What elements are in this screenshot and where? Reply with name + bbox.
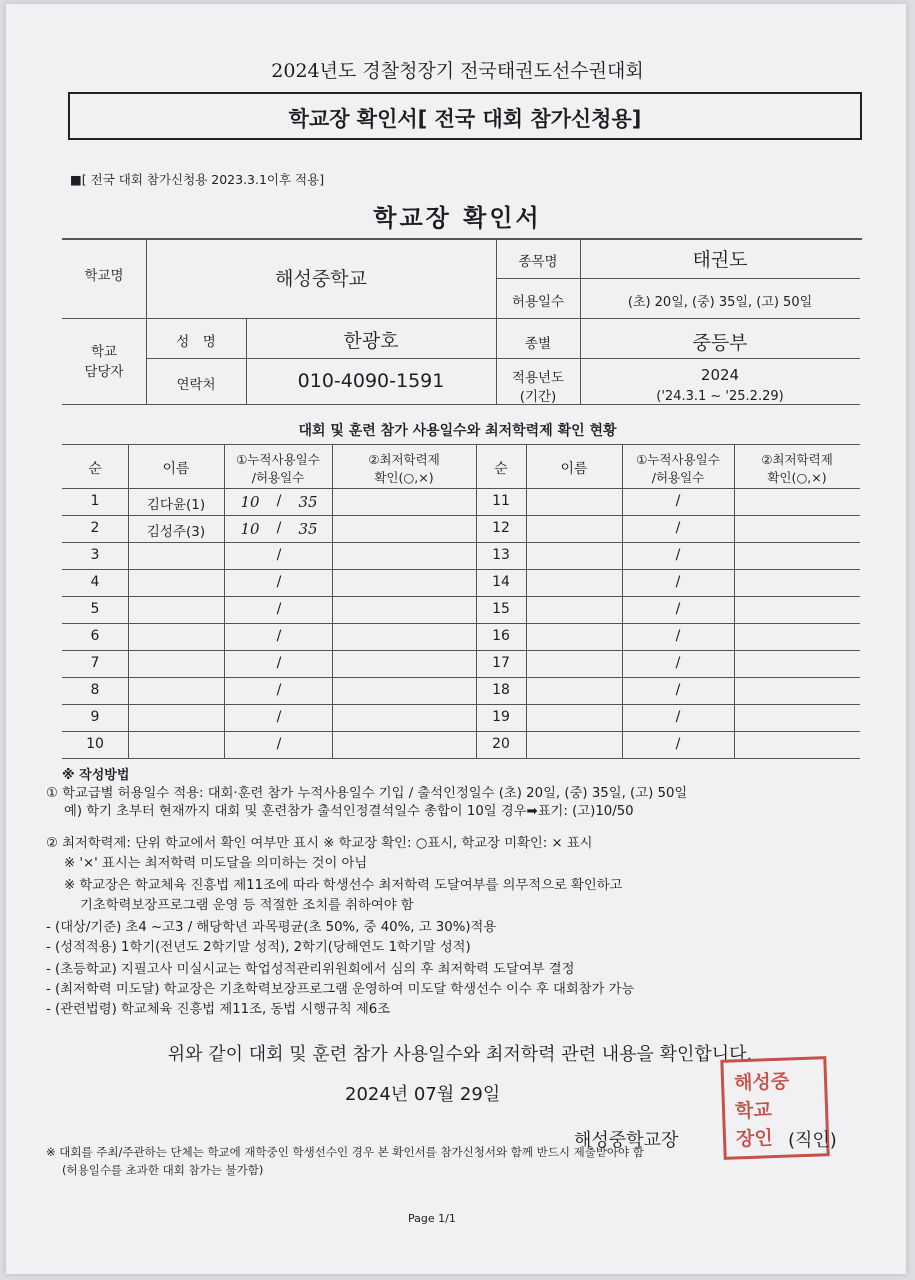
contact-value: 010-4090-1591 — [297, 370, 445, 392]
page-number: Page 1/1 — [408, 1212, 456, 1225]
col-header-name: 이름 — [162, 461, 190, 477]
name-label: 성 명 — [176, 334, 216, 350]
main-title: 학교장 확인서 — [373, 204, 542, 232]
row-separator: / — [675, 547, 681, 563]
method-line: ② 최저학력제: 단위 학교에서 확인 여부만 표시 ※ 학교장 확인: ○표시, 학교장 미확인: × 표시 — [46, 836, 593, 851]
row-number: 8 — [90, 682, 100, 698]
contact-label: 연락처 — [176, 377, 216, 393]
col-header-no: 순 — [494, 461, 508, 477]
manager-label-2: 담당자 — [84, 364, 124, 380]
usage-table-title: 대회 및 훈련 참가 사용일수와 최저학력제 확인 현황 — [298, 423, 617, 439]
confirmation-date: 2024년 07월 29일 — [345, 1084, 501, 1105]
year-value: 2024 — [700, 366, 740, 384]
school-label: 학교명 — [84, 268, 124, 284]
col-header-min-grade-sub: 확인(○,×) — [767, 470, 827, 485]
form-title-box — [68, 92, 862, 140]
col-header-min-grade: ②최저학력제 — [368, 452, 440, 467]
row-number: 13 — [492, 547, 510, 563]
row-separator: / — [675, 709, 681, 725]
col-header-name: 이름 — [560, 461, 588, 477]
allowed-days-label: 허용일수 — [511, 294, 565, 310]
col-header-min-grade-sub: 확인(○,×) — [374, 470, 434, 485]
school-value: 해성중학교 — [275, 268, 367, 290]
allowed-days-value: (초) 20일, (중) 35일, (고) 50일 — [627, 295, 813, 310]
name-value: 한광호 — [343, 330, 399, 352]
row-separator: / — [276, 520, 282, 536]
row-name: 김다윤(1) — [146, 497, 206, 513]
row-number: 2 — [90, 520, 100, 536]
row-separator: / — [675, 493, 681, 509]
seal-mark: (직인) — [788, 1130, 837, 1151]
col-header-days-sub: /허용일수 — [251, 470, 305, 485]
row-number: 9 — [90, 709, 100, 725]
row-separator: / — [276, 628, 282, 644]
row-separator: / — [276, 655, 282, 671]
year-label-2: (기간) — [519, 389, 557, 405]
row-number: 16 — [492, 628, 510, 644]
method-line: - (성적적용) 1학기(전년도 2학기말 성적), 2학기(당해연도 1학기말 성적) — [46, 940, 471, 955]
apply-note: ■[ 전국 대회 참가신청용 2023.3.1이후 적용] — [70, 172, 325, 187]
row-number: 18 — [492, 682, 510, 698]
division-value: 중등부 — [692, 332, 748, 354]
method-line: - (관련법령) 학교체육 진흥법 제11조, 동법 시행규칙 제6조 — [46, 1002, 391, 1017]
row-separator: / — [675, 682, 681, 698]
row-separator: / — [276, 736, 282, 752]
col-header-days: ①누적사용일수 — [236, 452, 320, 467]
principal-name: 해성중학교장 — [574, 1130, 679, 1151]
division-label: 종별 — [524, 336, 552, 352]
row-separator: / — [276, 709, 282, 725]
row-number: 5 — [90, 601, 100, 617]
row-number: 11 — [492, 493, 510, 509]
method-line: 예) 학기 초부터 현재까지 대회 및 훈련참가 출석인정결석일수 총합이 10일 경우➡표기: (고)10/50 — [64, 804, 634, 819]
row-number: 10 — [86, 736, 104, 752]
method-heading: ※ 작성방법 — [62, 768, 130, 783]
col-header-days-sub: /허용일수 — [651, 470, 705, 485]
method-line: ※ 학교장은 학교체육 진흥법 제11조에 따라 학생선수 최저학력 도달여부를 의무적으로 확인하고 — [64, 878, 623, 893]
method-line: - (초등학교) 지필고사 미실시교는 학업성적관리위원회에서 심의 후 최저학력 도달여부 결정 — [46, 962, 575, 977]
row-allowed-days: 35 — [298, 520, 318, 538]
row-number: 7 — [90, 655, 100, 671]
row-number: 1 — [90, 493, 100, 509]
row-separator: / — [276, 547, 282, 563]
footer-note-2: (허용일수를 초과한 대회 참가는 불가함) — [62, 1163, 264, 1177]
row-number: 15 — [492, 601, 510, 617]
row-separator: / — [675, 736, 681, 752]
row-number: 19 — [492, 709, 510, 725]
row-number: 17 — [492, 655, 510, 671]
row-separator: / — [276, 493, 282, 509]
row-number: 3 — [90, 547, 100, 563]
form-title: 학교장 확인서[ 전국 대회 참가신청용] — [288, 107, 642, 131]
row-name: 김성주(3) — [146, 524, 206, 540]
row-separator: / — [276, 574, 282, 590]
method-line: - (최저학력 미도달) 학교장은 기초학력보장프로그램 운영하여 미도달 학생선수 이수 후 대회참가 가능 — [46, 982, 635, 997]
row-number: 20 — [492, 736, 510, 752]
row-number: 6 — [90, 628, 100, 644]
col-header-min-grade: ②최저학력제 — [761, 452, 833, 467]
method-line: 기초학력보장프로그램 운영 등 적절한 조치를 취하여야 함 — [80, 898, 414, 913]
row-number: 4 — [90, 574, 100, 590]
row-used-days: 10 — [240, 520, 260, 538]
row-separator: / — [675, 628, 681, 644]
row-number: 12 — [492, 520, 510, 536]
row-used-days: 10 — [240, 493, 260, 511]
event-title: 2024년도 경찰청장기 전국태권도선수권대회 — [271, 60, 644, 82]
row-allowed-days: 35 — [298, 493, 318, 511]
row-separator: / — [276, 682, 282, 698]
year-label-1: 적용년도 — [511, 370, 565, 386]
method-line: - (대상/기준) 초4 ~고3 / 해당학년 과목평균(초 50%, 중 40%, 고 30%)적용 — [46, 920, 497, 935]
method-line: ① 학교급별 허용일수 적용: 대회·훈련 참가 누적사용일수 기입 / 출석인정일수 (초) 20일, (중) 35일, (고) 50일 — [46, 786, 688, 801]
row-separator: / — [675, 520, 681, 536]
row-separator: / — [675, 574, 681, 590]
manager-label-1: 학교 — [90, 344, 118, 360]
row-separator: / — [276, 601, 282, 617]
row-separator: / — [675, 655, 681, 671]
official-seal: 해성중 학교 장인 — [720, 1056, 829, 1160]
footer-note-1: ※ 대회를 주최/주관하는 단체는 학교에 재학중인 학생선수인 경우 본 확인서를 참가신청서와 함께 반드시 제출받아야 함 — [46, 1145, 644, 1159]
sport-label: 종목명 — [518, 254, 558, 270]
period-value: ('24.3.1 ~ '25.2.29) — [656, 389, 784, 404]
confirmation-text: 위와 같이 대회 및 훈련 참가 사용일수와 최저학력 관련 내용을 확인합니다. — [167, 1044, 753, 1065]
col-header-days: ①누적사용일수 — [636, 452, 720, 467]
method-line: ※ '×' 표시는 최저학력 미도달을 의미하는 것이 아님 — [64, 856, 368, 871]
sport-value: 태권도 — [692, 249, 748, 271]
col-header-no: 순 — [88, 461, 102, 477]
row-number: 14 — [492, 574, 510, 590]
row-separator: / — [675, 601, 681, 617]
